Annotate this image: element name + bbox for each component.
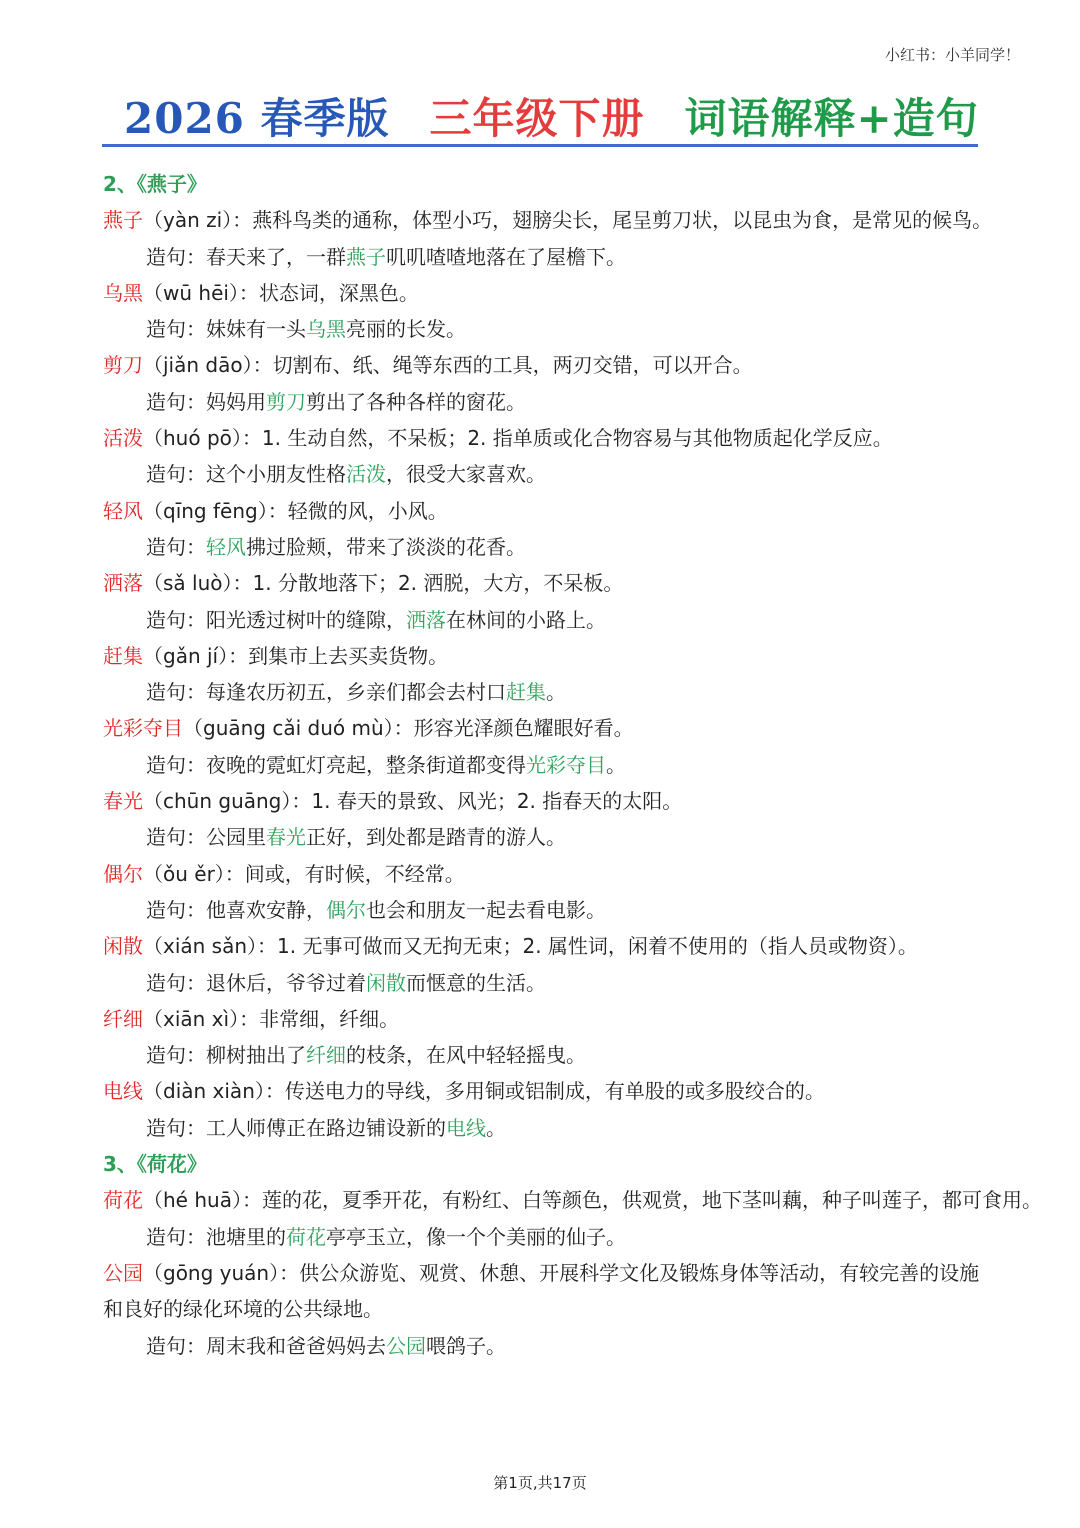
example-prefix: 造句：他喜欢安静， [146,897,326,922]
example-suffix: 在林间的小路上。 [446,607,606,632]
example-highlight: 活泼 [346,462,386,487]
example-prefix: 造句：公园里 [146,825,266,850]
section-heading: 3、《荷花》 [103,1152,207,1177]
term-pinyin: （guāng cǎi duó mù）： [183,716,414,741]
term-word: 剪刀 [103,353,143,378]
example-highlight: 纤细 [306,1043,346,1068]
term-word: 活泼 [103,426,143,451]
term-pinyin: （ǒu ěr）： [143,861,245,886]
term-word: 乌黑 [103,280,143,305]
definition-text: 燕科鸟类的通称，体型小巧，翅膀尖长，尾呈剪刀状，以昆虫为食，是常见的候鸟。 [252,208,993,233]
definition-text: 莲的花，夏季开花，有粉红、白等颜色，供观赏，地下茎叫藕，种子叫莲子，都可食用。 [261,1188,1042,1213]
example-suffix: 拂过脸颊，带来了淡淡的花香。 [246,534,526,559]
definition-text: 间或，有时候，不经常。 [244,861,465,886]
vocabulary-content [103,166,1042,1364]
term-definition [103,783,983,819]
term-definition [103,493,983,529]
term-word: 光彩夺目 [103,716,183,741]
example-sentence [103,311,983,347]
example-prefix: 造句：退休后，爷爷过着 [146,970,366,995]
example-highlight: 公园 [386,1333,426,1358]
term-pinyin: （xián sǎn）： [143,934,278,959]
term-word: 洒落 [103,571,143,596]
term-word: 电线 [103,1079,143,1104]
definition-text: 非常细，纤细。 [259,1006,400,1031]
term-pinyin: （hé huā）： [143,1188,262,1213]
example-suffix: 喂鸽子。 [426,1333,506,1358]
example-sentence [103,1219,983,1255]
example-prefix: 造句：这个小朋友性格 [146,462,346,487]
example-sentence [103,1037,983,1073]
term-word: 轻风 [103,498,143,523]
term-word: 偶尔 [103,861,143,886]
example-sentence [103,965,983,1001]
example-highlight: 燕子 [346,244,386,269]
example-prefix: 造句：每逢农历初五，乡亲们都会去村口 [146,680,506,705]
example-sentence [103,456,983,492]
example-prefix: 造句：池塘里的 [146,1224,286,1249]
definition-text: 供公众游览、观赏、休憩、开展科学文化及锻炼身体等活动，有较完善的设施和良好的绿化环境的公共绿地。 [103,1260,980,1322]
term-word: 燕子 [103,208,143,233]
term-definition [103,565,983,601]
example-highlight: 乌黑 [306,317,346,342]
example-suffix: 亮丽的长发。 [346,317,466,342]
page-number: 第1页,共17页 [493,1474,587,1492]
term-pinyin: （jiǎn dāo）： [143,353,273,378]
example-highlight: 偶尔 [326,897,366,922]
example-highlight: 电线 [446,1115,486,1140]
definition-text: 形容光泽颜色耀眼好看。 [413,716,634,741]
definition-text: 传送电力的导线，多用铜或铝制成，有单股的或多股绞合的。 [284,1079,825,1104]
term-definition [103,347,983,383]
example-sentence [103,529,983,565]
example-suffix: 剪出了各种各样的窗花。 [306,389,526,414]
example-suffix: 亭亭玉立，像一个个美丽的仙子。 [326,1224,626,1249]
example-sentence [103,819,983,855]
title-grade: 三年级下册 [429,94,645,143]
definition-text: 1. 春天的景致、风光；2. 指春天的太阳。 [311,789,683,814]
example-suffix: 正好，到处都是踏青的游人。 [306,825,566,850]
definition-text: 切割布、纸、绳等东西的工具，两刃交错，可以开合。 [272,353,753,378]
example-prefix: 造句：阳光透过树叶的缝隙， [146,607,406,632]
term-pinyin: （qīng fēng）： [143,498,288,523]
example-sentence [103,239,983,275]
term-definition [103,1182,1042,1218]
term-word: 纤细 [103,1006,143,1031]
definition-text: 1. 分散地落下；2. 洒脱，大方，不呆板。 [252,571,624,596]
term-word: 闲散 [103,934,143,959]
term-word: 公园 [103,1260,143,1285]
example-suffix: 。 [546,680,566,705]
definition-text: 轻微的风，小风。 [287,498,448,523]
page-title [102,88,978,147]
term-definition [103,275,983,311]
term-pinyin: （huó pō）： [143,426,262,451]
example-highlight: 轻风 [206,534,246,559]
example-prefix: 造句：春天来了，一群 [146,244,346,269]
term-pinyin: （wū hēi）： [143,280,259,305]
definition-text: 到集市上去买卖货物。 [248,643,449,668]
term-definition [103,1073,983,1109]
term-definition [103,638,983,674]
example-prefix: 造句：工人师傅正在路边铺设新的 [146,1115,446,1140]
example-sentence [103,384,983,420]
term-word: 春光 [103,789,143,814]
example-sentence [103,1328,983,1364]
term-pinyin: （yàn zi）： [143,208,253,233]
example-prefix: 造句：夜晚的霓虹灯亮起，整条街道都变得 [146,752,526,777]
example-suffix: 。 [486,1115,506,1140]
definition-text: 状态词，深黑色。 [258,280,419,305]
example-suffix: 叽叽喳喳地落在了屋檐下。 [386,244,626,269]
example-prefix: 造句：周末我和爸爸妈妈去 [146,1333,386,1358]
watermark: 小红书：小羊同学！ [884,46,1020,64]
title-edition: 2026 春季版 [124,94,390,143]
term-definition [103,710,983,746]
example-sentence [103,747,983,783]
example-suffix: 。 [606,752,626,777]
term-pinyin: （gōng yuán）： [143,1260,300,1285]
term-pinyin: （chūn guāng）： [143,789,312,814]
example-suffix: 也会和朋友一起去看电影。 [366,897,606,922]
term-pinyin: （gǎn jí）： [143,643,249,668]
example-highlight: 剪刀 [266,389,306,414]
example-highlight: 赶集 [506,680,546,705]
section-heading: 2、《燕子》 [103,172,207,196]
term-pinyin: （diàn xiàn）： [143,1079,285,1104]
term-pinyin: （sǎ luò）： [143,571,253,596]
example-highlight: 荷花 [286,1224,326,1249]
term-definition [103,1255,983,1328]
term-word: 赶集 [103,643,143,668]
example-suffix: ，很受大家喜欢。 [386,462,546,487]
example-prefix: 造句： [146,534,206,559]
term-definition [103,1001,983,1037]
term-definition [103,928,983,964]
example-sentence [103,892,983,928]
example-sentence [103,674,983,710]
definition-text: 1. 生动自然，不呆板；2. 指单质或化合物容易与其他物质起化学反应。 [261,426,893,451]
example-highlight: 洒落 [406,607,446,632]
example-highlight: 光彩夺目 [526,752,606,777]
example-highlight: 闲散 [366,970,406,995]
term-definition [103,420,983,456]
example-suffix: 而惬意的生活。 [406,970,546,995]
term-definition [103,202,993,238]
example-sentence [103,1110,983,1146]
example-highlight: 春光 [266,825,306,850]
example-prefix: 造句：妹妹有一头 [146,317,306,342]
example-sentence [103,602,983,638]
title-topic: 词语解释+造句 [684,94,979,143]
example-prefix: 造句：妈妈用 [146,389,266,414]
term-definition [103,856,983,892]
example-prefix: 造句：柳树抽出了 [146,1043,306,1068]
definition-text: 1. 无事可做而又无拘无束；2. 属性词，闲着不使用的（指人员或物资）。 [277,934,918,959]
term-word: 荷花 [103,1188,143,1213]
term-pinyin: （xiān xì）： [143,1006,260,1031]
example-suffix: 的枝条，在风中轻轻摇曳。 [346,1043,586,1068]
